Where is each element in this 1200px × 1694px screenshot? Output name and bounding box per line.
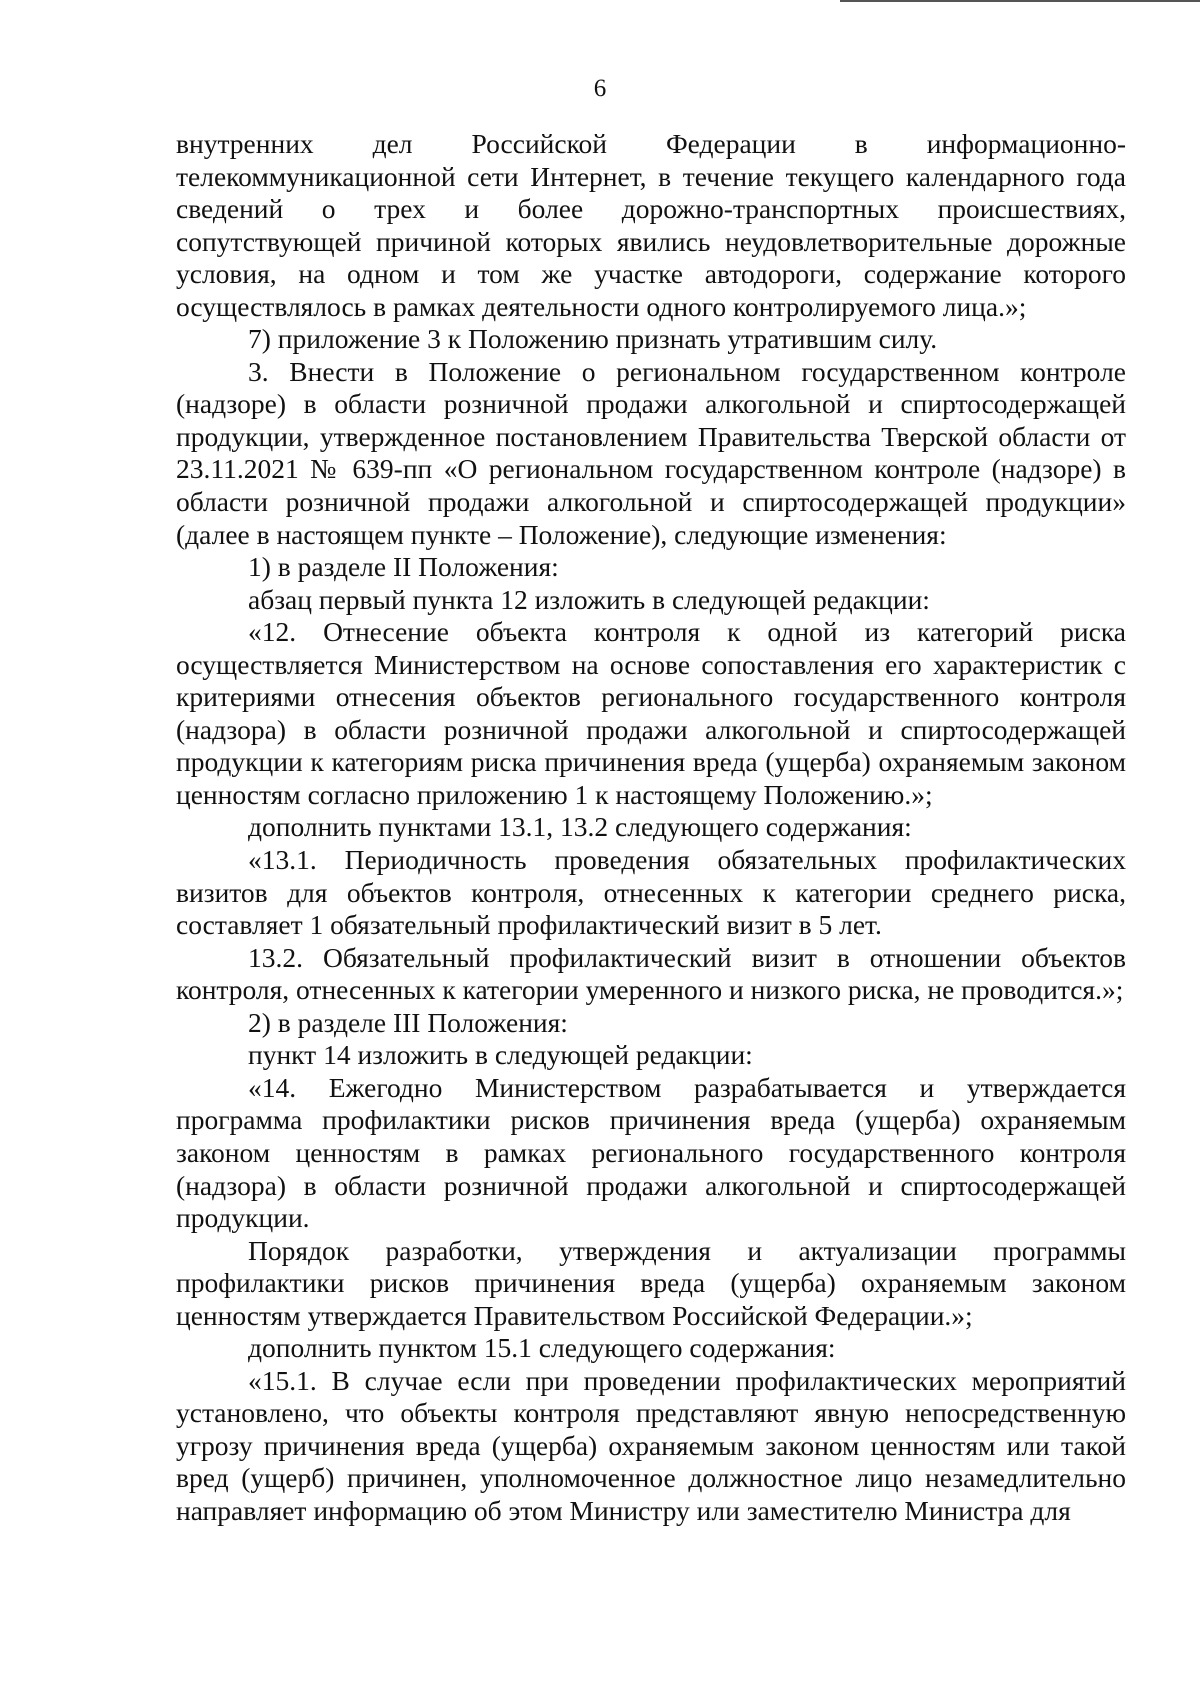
page-number: 6 [593,75,607,102]
paragraph-instruction-15-1: дополнить пунктом 15.1 следующего содержания: [248,1332,836,1364]
document-body [176,128,1126,1528]
paragraph-section-3: 3. Внести в Положение о региональном государственном контроле (надзоре) в области розничной продажи алкогольной и спиртосодержащей продукции, утвержденное постановлением Правительства Тверской области от 23.11.2021 № 639-пп «О региональном государственном контроле (надзоре) в области розничной продажи алкогольной и спиртосодержащей продукции» (далее в настоящем пункте – Положение), следующие изменения: [176,355,1126,550]
paragraph-clause-14: «14. Ежегодно Министерством разрабатывается и утверждается программа профилактики рисков причинения вреда (ущерба) охраняемым законом ценностям в рамках регионального государственного контроля (надзора) в области розничной продажи алкогольной и спиртосодержащей продукции. [176,1071,1126,1234]
paragraph-clause-13-1: «13.1. Периодичность проведения обязательных профилактических визитов для объектов контроля, отнесенных к категории среднего риска, составляет 1 обязательный профилактический визит в 5 лет. [176,844,1126,941]
paragraph-continuation: внутренних дел Российской Федерации в информационно-телекоммуникационной сети Интернет, в течение текущего календарного года сведений о трех и более дорожно-транспортных происшествиях, сопутствующей причиной которых явились неудовлетворительные дорожные условия, на одном и том же участке автодороги, содержание которого осуществлялось в рамках деятельности одного контролируемого лица.»; [176,128,1126,322]
paragraph-instruction-14: пункт 14 изложить в следующей редакции: [248,1039,753,1071]
paragraph-clause-13-2: 13.2. Обязательный профилактический визит в отношении объектов контроля, отнесенных к категории умеренного и низкого риска, не проводится.»; [176,941,1126,1006]
paragraph-clause-12: «12. Отнесение объекта контроля к одной из категорий риска осуществляется Министерством на основе сопоставления его характеристик с критериями отнесения объектов регионального государственного контроля (надзора) в области розничной продажи алкогольной и спиртосодержащей продукции к категориям риска причинения вреда (ущерба) охраняемым законом ценностям согласно приложению 1 к настоящему Положению.»; [176,616,1126,810]
paragraph-subitem-1: 1) в разделе II Положения: [248,551,559,583]
paragraph-clause-15-1: «15.1. В случае если при проведении профилактических мероприятий установлено, что объекты контроля представляют явную непосредственную угрозу причинения вреда (ущерба) охраняемым законом ценностям или такой вред (ущерб) причинен, уполномоченное должностное лицо незамедлительно направляет информацию об этом Министру или заместителю Министра для [176,1364,1126,1526]
paragraph-instruction-12: абзац первый пункта 12 изложить в следующей редакции: [248,583,930,615]
paragraph-item-7: 7) приложение 3 к Положению признать утратившим силу. [248,323,938,355]
paragraph-clause-14-procedure: Порядок разработки, утверждения и актуализации программы профилактики рисков причинения вреда (ущерба) охраняемым законом ценностям утверждается Правительством Российской Федерации.»; [176,1234,1126,1331]
paragraph-subitem-2: 2) в разделе III Положения: [248,1006,568,1038]
paragraph-instruction-13: дополнить пунктами 13.1, 13.2 следующего содержания: [248,811,912,843]
scan-edge-line [840,0,1200,2]
